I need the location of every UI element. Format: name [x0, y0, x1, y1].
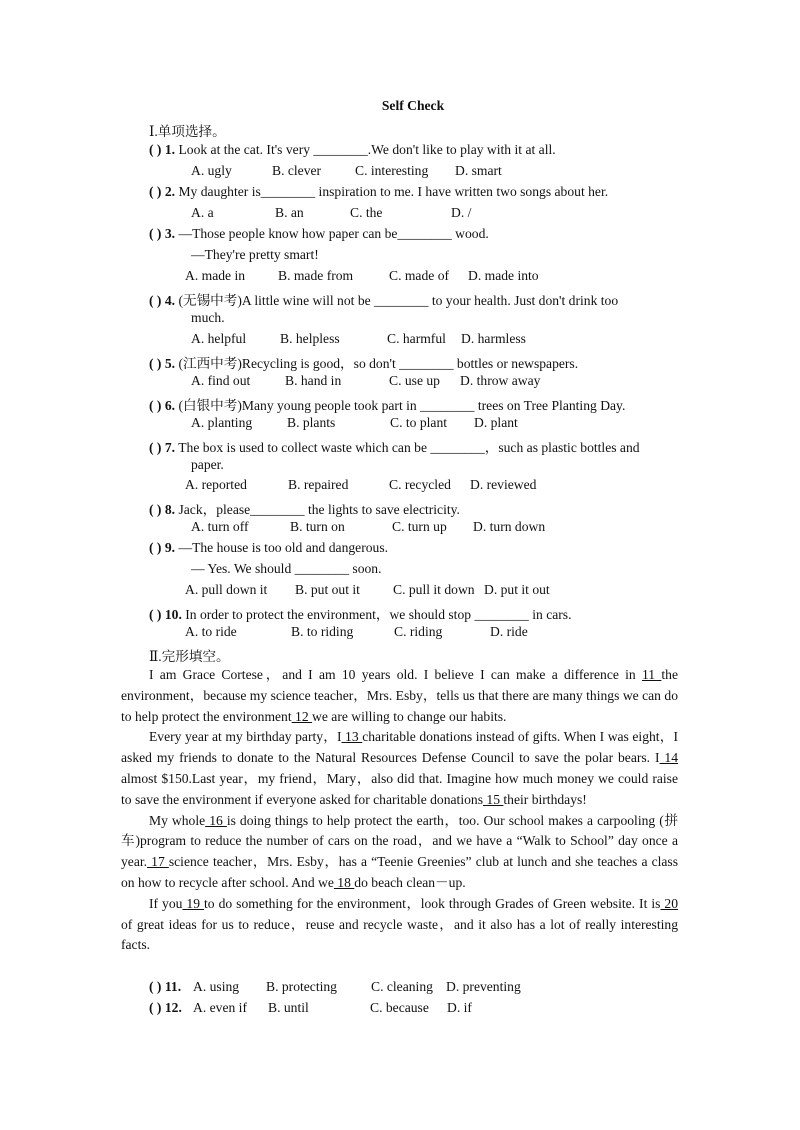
- q6-option-b[interactable]: B. plants: [287, 415, 336, 430]
- question-3-line2: —They're pretty smart!: [191, 247, 319, 262]
- blank-16: 16: [205, 812, 227, 828]
- question-2: ( ) 2. My daughter is________ inspiration to me. I have written two songs about her.: [149, 184, 609, 199]
- question-5: ( ) 5. (江西中考)Recycling is good，so don't ________ bottles or newspapers.: [149, 356, 579, 371]
- question-4: ( ) 4. (无锡中考)A little wine will not be ________ to your health. Just don't drink too: [149, 293, 619, 308]
- q6-option-a[interactable]: A. planting: [191, 415, 253, 430]
- question-8: ( ) 8. Jack，please________ the lights to save electricity.: [149, 502, 460, 517]
- cloze-passage: [121, 665, 678, 956]
- blank-13: 13: [341, 729, 363, 745]
- q6-option-c[interactable]: C. to plant: [390, 415, 448, 430]
- q7-option-b[interactable]: B. repaired: [288, 477, 349, 492]
- q10-option-a[interactable]: A. to ride: [185, 624, 237, 639]
- q3-option-a[interactable]: A. made in: [185, 268, 246, 283]
- question-7: ( ) 7. The box is used to collect waste which can be ________，such as plastic bottles and: [149, 440, 640, 455]
- question-9: ( ) 9. —The house is too old and dangerous.: [149, 540, 389, 555]
- q4-option-b[interactable]: B. helpless: [280, 331, 340, 346]
- q7-option-a[interactable]: A. reported: [185, 477, 247, 492]
- question-12: ( ) 12.: [149, 1000, 182, 1015]
- blank-12: 12: [291, 708, 313, 724]
- section1-heading: Ⅰ.单项选择。: [149, 124, 226, 139]
- blank-18: 18: [333, 874, 355, 890]
- q5-option-a[interactable]: A. find out: [191, 373, 251, 388]
- q7-option-c[interactable]: C. recycled: [389, 477, 451, 492]
- q8-option-a[interactable]: A. turn off: [191, 519, 249, 534]
- question-7-line2: paper.: [191, 457, 224, 472]
- q4-option-d[interactable]: D. harmless: [461, 331, 526, 346]
- q12-option-d[interactable]: D. if: [447, 1000, 472, 1015]
- question-6: ( ) 6. (白银中考)Many young people took part in ________ trees on Tree Planting Day.: [149, 398, 626, 413]
- q6-option-d[interactable]: D. plant: [474, 415, 518, 430]
- q3-option-d[interactable]: D. made into: [468, 268, 539, 283]
- passage-paragraph-3: My whole 16 is doing things to help protect the earth，too. Our school makes a carpooling (拼车)program to reduce the number of cars on the road，and we have a “Walk to School” day once a year. 17 science teacher，Mrs. Esby，has a “Teenie Greenies” club at lunch and she teaches a class on how to recycle after school. And we 18 do beach clean－up.: [121, 812, 678, 890]
- q10-option-b[interactable]: B. to riding: [291, 624, 354, 639]
- question-3: ( ) 3. —Those people know how paper can be________ wood.: [149, 226, 489, 241]
- question-1: ( ) 1. Look at the cat. It's very ________.We don't like to play with it at all.: [149, 142, 556, 157]
- blank-19: 19: [182, 895, 205, 911]
- q11-option-b[interactable]: B. protecting: [266, 979, 337, 994]
- q12-option-c[interactable]: C. because: [370, 1000, 429, 1015]
- q12-option-a[interactable]: A. even if: [193, 1000, 247, 1015]
- q4-option-c[interactable]: C. harmful: [387, 331, 446, 346]
- q2-option-d[interactable]: D. /: [451, 205, 472, 220]
- question-4-line2: much.: [191, 310, 225, 325]
- q10-option-c[interactable]: C. riding: [394, 624, 443, 639]
- q9-option-b[interactable]: B. put out it: [295, 582, 360, 597]
- q9-option-a[interactable]: A. pull down it: [185, 582, 268, 597]
- q2-option-b[interactable]: B. an: [275, 205, 304, 220]
- q2-option-c[interactable]: C. the: [350, 205, 383, 220]
- passage-paragraph-4: If you 19 to do something for the environment，look through Grades of Green website. It is 20 of great ideas for us to reduce，reuse and recycle waste，and it also has a lot of really interesting facts.: [121, 895, 679, 953]
- q12-option-b[interactable]: B. until: [268, 1000, 309, 1015]
- blank-20: 20: [660, 895, 679, 911]
- passage-paragraph-2: Every year at my birthday party，I 13 charitable donations instead of gifts. When I was eight，I asked my friends to donate to the Natural Resources Defense Council to save the polar bears. I 14 almost $150.Last year，my friend，Mary，also did that. Imagine how much money we could raise to save the environment if everyone asked for charitable donations 15 their birthdays!: [121, 729, 679, 807]
- q11-option-c[interactable]: C. cleaning: [371, 979, 433, 994]
- q7-option-d[interactable]: D. reviewed: [470, 477, 537, 492]
- q1-option-d[interactable]: D. smart: [455, 163, 502, 178]
- q11-option-d[interactable]: D. preventing: [446, 979, 521, 994]
- blank-14: 14: [659, 750, 678, 766]
- section2-heading: Ⅱ.完形填空。: [149, 649, 230, 664]
- question-11: ( ) 11.: [149, 979, 182, 994]
- q3-option-b[interactable]: B. made from: [278, 268, 354, 283]
- q8-option-b[interactable]: B. turn on: [290, 519, 345, 534]
- blank-11: 11: [642, 667, 662, 682]
- blank-15: 15: [483, 791, 504, 807]
- q1-option-c[interactable]: C. interesting: [355, 163, 429, 178]
- q4-option-a[interactable]: A. helpful: [191, 331, 247, 346]
- q8-option-c[interactable]: C. turn up: [392, 519, 447, 534]
- question-9-line2: — Yes. We should ________ soon.: [191, 561, 382, 576]
- passage-paragraph-1: I am Grace Cortese，and I am 10 years old. I believe I can make a difference in 11 the environment，because my science teacher，Mrs. Esby，tells us that there are many things we can do to help protect the environment 12 we are willing to change our habits.: [121, 667, 678, 724]
- q8-option-d[interactable]: D. turn down: [473, 519, 546, 534]
- q10-option-d[interactable]: D. ride: [490, 624, 528, 639]
- q2-option-a[interactable]: A. a: [191, 205, 214, 220]
- q9-option-c[interactable]: C. pull it down: [393, 582, 475, 597]
- question-10: ( ) 10. In order to protect the environment，we should stop ________ in cars.: [149, 607, 572, 622]
- q1-option-a[interactable]: A. ugly: [191, 163, 232, 178]
- blank-17: 17: [147, 854, 169, 870]
- q5-option-c[interactable]: C. use up: [389, 373, 440, 388]
- q5-option-d[interactable]: D. throw away: [460, 373, 541, 388]
- q9-option-d[interactable]: D. put it out: [484, 582, 550, 597]
- q5-option-b[interactable]: B. hand in: [285, 373, 342, 388]
- q11-option-a[interactable]: A. using: [193, 979, 240, 994]
- q3-option-c[interactable]: C. made of: [389, 268, 450, 283]
- page-title: Self Check: [381, 98, 445, 113]
- q1-option-b[interactable]: B. clever: [272, 163, 322, 178]
